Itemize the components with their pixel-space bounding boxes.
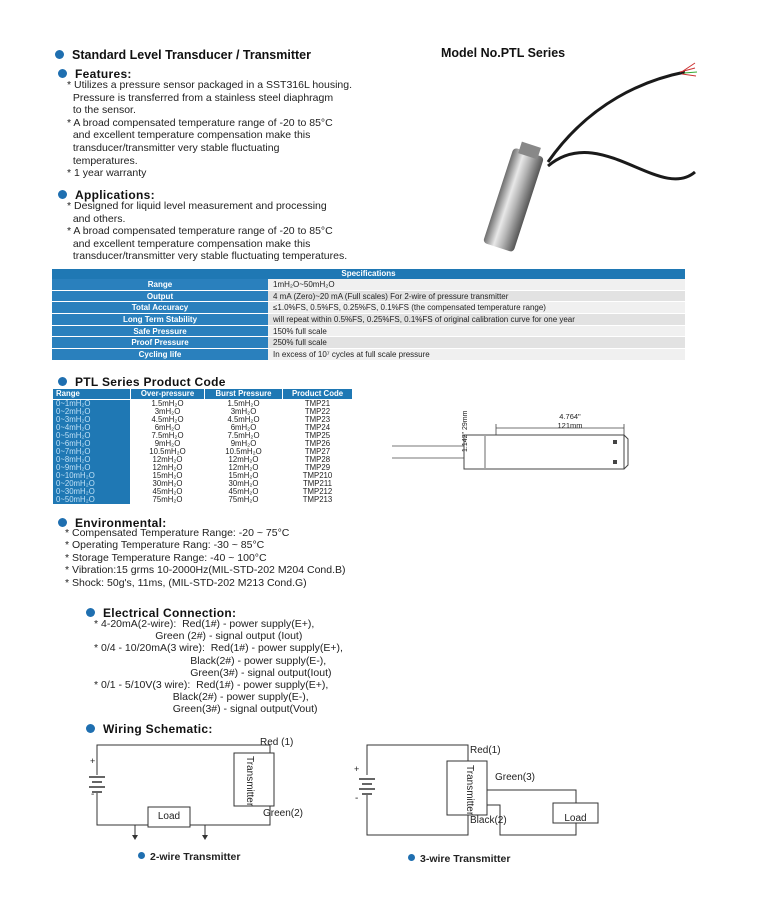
- three-wire-green-label: Green(3): [495, 772, 536, 783]
- electrical-heading: Electrical Connection:: [86, 604, 236, 622]
- bullet-icon: [138, 852, 145, 859]
- table-cell: 10.5mH₂O: [131, 448, 205, 456]
- three-wire-transmitter-label: Transmitter: [464, 765, 475, 816]
- application-line: and others.: [67, 212, 126, 225]
- table-cell: TMP27: [283, 448, 353, 456]
- table-cell: 45mH₂O: [131, 488, 205, 496]
- table-cell: TMP213: [283, 496, 353, 504]
- spec-key: Output: [52, 291, 268, 302]
- table-row: [53, 496, 353, 504]
- length-mm-label: 121mm: [557, 421, 583, 430]
- length-inch-label: 4.764": [559, 412, 581, 421]
- page-title: Standard Level Transducer / Transmitter: [55, 46, 311, 64]
- table-cell: TMP212: [283, 488, 353, 496]
- table-cell: TMP25: [283, 432, 353, 440]
- spec-value: 150% full scale: [268, 326, 685, 337]
- bullet-icon: [86, 608, 95, 617]
- electrical-line: Black(2#) - power supply(E-),: [94, 691, 309, 704]
- table-cell: 9mH₂O: [205, 440, 283, 448]
- table-cell: 7.5mH₂O: [205, 432, 283, 440]
- table-cell: 30mH₂O: [131, 480, 205, 488]
- spec-row: [52, 337, 685, 349]
- table-cell: 0~3mH₂O: [53, 416, 131, 424]
- table-cell: 0~20mH₂O: [53, 480, 131, 488]
- electrical-line: Black(2#) - power supply(E-),: [94, 654, 327, 667]
- dimension-drawing: [392, 408, 652, 488]
- table-cell: TMP24: [283, 424, 353, 432]
- feature-line: transducer/transmitter very stable fluctuating: [67, 141, 280, 154]
- table-cell: 0~50mH₂O: [53, 496, 131, 504]
- two-wire-red-label: Red (1): [260, 737, 294, 748]
- column-header: Range: [53, 389, 131, 400]
- bullet-icon: [86, 724, 95, 733]
- table-cell: 12mH₂O: [131, 456, 205, 464]
- table-cell: TMP26: [283, 440, 353, 448]
- two-wire-green-label: Green(2): [263, 808, 304, 819]
- table-cell: 1.5mH₂O: [131, 400, 205, 409]
- table-cell: 0~8mH₂O: [53, 456, 131, 464]
- table-cell: TMP210: [283, 472, 353, 480]
- environmental-heading: Environmental:: [58, 514, 167, 532]
- table-cell: TMP21: [283, 400, 353, 409]
- three-wire-red-label: Red(1): [470, 745, 501, 756]
- three-wire-black-label: Black(2): [470, 815, 507, 826]
- electrical-line: * 0/1 - 5/10V(3 wire): Red(1#) - power supply(E+),: [94, 679, 329, 692]
- table-cell: 1.5mH₂O: [205, 400, 283, 409]
- features-list: [67, 79, 352, 180]
- feature-line: * A broad compensated temperature range of -20 to 85°C: [67, 116, 333, 129]
- electrical-line: Green(3#) - signal output(Vout): [94, 703, 318, 716]
- table-cell: TMP28: [283, 456, 353, 464]
- bullet-icon: [58, 518, 67, 527]
- three-wire-plus: +: [354, 764, 360, 774]
- environmental-line: * Storage Temperature Range: -40 ~ 100°C: [65, 551, 267, 564]
- table-cell: 75mH₂O: [205, 496, 283, 504]
- feature-line: Pressure is transferred from a stainless steel diaphragm: [67, 91, 334, 104]
- electrical-line: * 0/4 - 10/20mA(3 wire): Red(1#) - power supply(E+),: [94, 642, 343, 655]
- application-line: and excellent temperature compensation make this: [67, 237, 311, 250]
- features-heading: Features:: [58, 65, 132, 83]
- model-number: Model No.PTL Series: [441, 46, 566, 60]
- table-cell: TMP211: [283, 480, 353, 488]
- application-line: transducer/transmitter very stable fluctuating temperatures.: [67, 250, 348, 263]
- table-cell: TMP23: [283, 416, 353, 424]
- applications-heading: Applications:: [58, 186, 155, 204]
- table-cell: 4.5mH₂O: [131, 416, 205, 424]
- electrical-line: Green (2#) - signal output (Iout): [94, 630, 303, 643]
- three-wire-minus: -: [355, 793, 359, 804]
- table-cell: 10.5mH₂O: [205, 448, 283, 456]
- spec-row: [52, 326, 685, 338]
- table-cell: 0~7mH₂O: [53, 448, 131, 456]
- table-cell: 3mH₂O: [131, 408, 205, 416]
- table-cell: 6mH₂O: [205, 424, 283, 432]
- column-header: Burst Pressure: [205, 389, 283, 400]
- table-cell: 9mH₂O: [131, 440, 205, 448]
- two-wire-transmitter-label: Transmitter: [244, 756, 255, 807]
- specifications-table: [52, 269, 685, 361]
- table-cell: 0~4mH₂O: [53, 424, 131, 432]
- diameter-inch-label: 1.142": [462, 431, 469, 452]
- spec-value: ≤1.0%FS, 0.5%FS, 0.25%FS, 0.1%FS (the compensated temperature range): [268, 302, 685, 313]
- application-line: * Designed for liquid level measurement and processing: [67, 200, 327, 212]
- three-wire-load-label: Load: [564, 813, 587, 824]
- table-cell: 3mH₂O: [205, 408, 283, 416]
- electrical-line: Green(3#) - signal output(Iout): [94, 666, 332, 679]
- diameter-mm-label: 29mm: [462, 410, 469, 431]
- bullet-icon: [58, 190, 67, 199]
- table-cell: 6mH₂O: [131, 424, 205, 432]
- environmental-line: * Operating Temperature Rang: -30 ~ 85°C: [65, 539, 265, 552]
- two-wire-minus: -: [91, 789, 95, 800]
- spec-value: In excess of 10⁷ cycles at full scale pressure: [268, 349, 685, 360]
- bullet-icon: [58, 377, 67, 386]
- table-cell: 15mH₂O: [131, 472, 205, 480]
- transducer-photo: [470, 62, 700, 262]
- environmental-line: * Shock: 50g's, 11ms, (MIL-STD-202 M213 Cond.G): [65, 576, 307, 589]
- spec-row: [52, 279, 685, 291]
- table-cell: 0~6mH₂O: [53, 440, 131, 448]
- table-cell: 4.5mH₂O: [205, 416, 283, 424]
- spec-key: Total Accuracy: [52, 302, 268, 313]
- table-cell: 45mH₂O: [205, 488, 283, 496]
- table-cell: TMP29: [283, 464, 353, 472]
- two-wire-plus: +: [90, 756, 96, 766]
- product-code-table: [52, 388, 353, 504]
- two-wire-schematic: [80, 735, 340, 845]
- two-wire-caption: 2-wire Transmitter: [138, 847, 240, 865]
- environmental-line: * Vibration:15 grms 10-2000Hz(MIL-STD-202 M204 Cond.B): [65, 564, 346, 577]
- spec-key: Long Term Stability: [52, 314, 268, 325]
- table-cell: 12mH₂O: [131, 464, 205, 472]
- environmental-line: * Compensated Temperature Range: -20 ~ 75°C: [65, 527, 290, 539]
- table-cell: 12mH₂O: [205, 456, 283, 464]
- table-cell: 15mH₂O: [205, 472, 283, 480]
- feature-line: to the sensor.: [67, 104, 136, 117]
- table-cell: 0~10mH₂O: [53, 472, 131, 480]
- spec-value: 250% full scale: [268, 337, 685, 348]
- bullet-icon: [58, 69, 67, 78]
- feature-line: * Utilizes a pressure sensor packaged in a SST316L housing.: [67, 79, 353, 91]
- electrical-line: * 4-20mA(2-wire): Red(1#) - power supply(E+),: [94, 618, 315, 630]
- spec-key: Cycling life: [52, 349, 268, 360]
- spec-key: Safe Pressure: [52, 326, 268, 337]
- spec-row: [52, 349, 685, 361]
- spec-row: [52, 291, 685, 303]
- spec-value: will repeat within 0.5%FS, 0.25%FS, 0.1%FS of original calibration curve for one year: [268, 314, 685, 325]
- table-cell: 7.5mH₂O: [131, 432, 205, 440]
- applications-list: [67, 200, 347, 263]
- two-wire-load-label: Load: [157, 811, 181, 822]
- table-cell: TMP22: [283, 408, 353, 416]
- three-wire-caption: 3-wire Transmitter: [408, 849, 510, 867]
- bullet-icon: [408, 854, 415, 861]
- specifications-heading: Specifications: [52, 269, 685, 279]
- spec-row: [52, 314, 685, 326]
- spec-key: Range: [52, 279, 268, 290]
- spec-key: Proof Pressure: [52, 337, 268, 348]
- table-cell: 30mH₂O: [205, 480, 283, 488]
- feature-line: and excellent temperature compensation make this: [67, 129, 311, 142]
- table-header-row: [53, 389, 353, 400]
- wiring-heading: Wiring Schematic:: [86, 720, 213, 738]
- spec-value: 1mH₂O~50mH₂O: [268, 279, 685, 290]
- environmental-list: [65, 527, 346, 589]
- table-cell: 0~9mH₂O: [53, 464, 131, 472]
- application-line: * A broad compensated temperature range of -20 to 85°C: [67, 225, 333, 238]
- table-cell: 0~30mH₂O: [53, 488, 131, 496]
- feature-line: * 1 year warranty: [67, 167, 147, 180]
- column-header: Product Code: [283, 389, 353, 400]
- table-cell: 0~2mH₂O: [53, 408, 131, 416]
- table-cell: 0~5mH₂O: [53, 432, 131, 440]
- product-code-heading: PTL Series Product Code: [58, 373, 226, 391]
- column-header: Over-pressure: [131, 389, 205, 400]
- electrical-list: [94, 618, 343, 716]
- table-cell: 0~1mH₂O: [53, 400, 131, 409]
- table-cell: 75mH₂O: [131, 496, 205, 504]
- spec-row: [52, 302, 685, 314]
- feature-line: temperatures.: [67, 154, 138, 167]
- table-cell: 12mH₂O: [205, 464, 283, 472]
- bullet-icon: [55, 50, 64, 59]
- spec-value: 4 mA (Zero)~20 mA (Full scales) For 2-wire of pressure transmitter: [268, 291, 685, 302]
